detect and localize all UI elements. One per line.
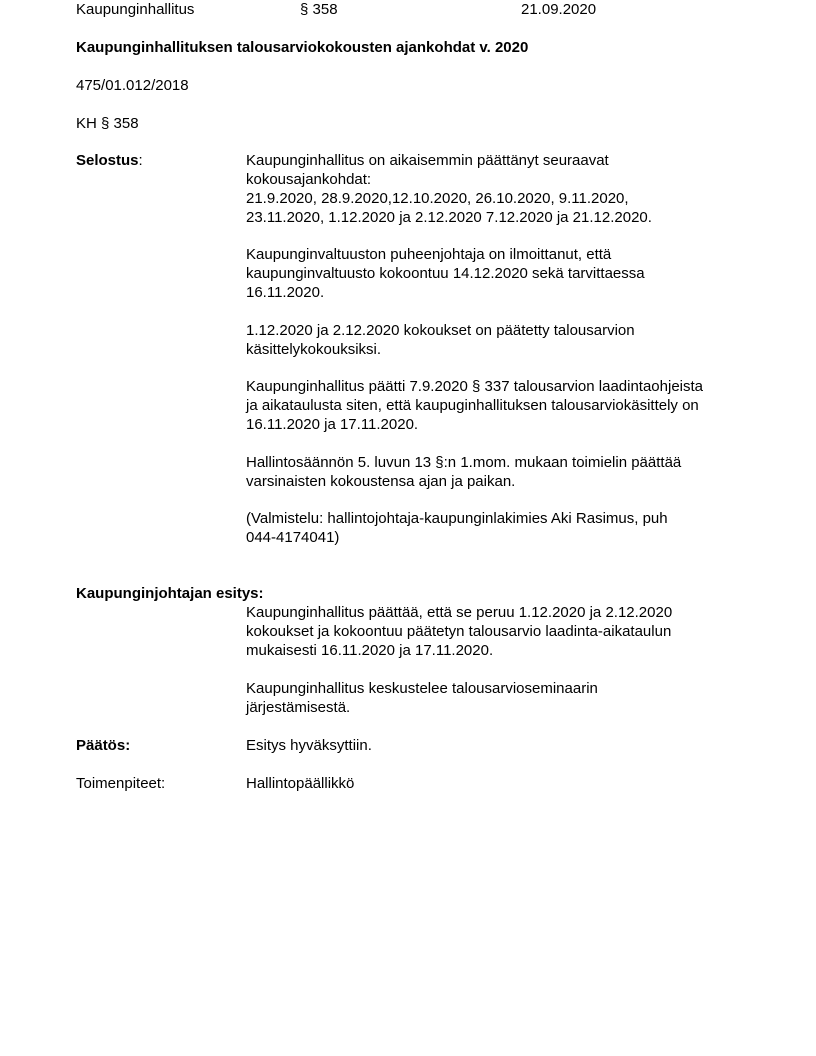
paragraph-line: 16.11.2020 ja 17.11.2020. — [246, 416, 419, 433]
selostus-label — [76, 151, 143, 170]
paragraph-line: 1.12.2020 ja 2.12.2020 kokoukset on päätetty talousarvion — [246, 322, 635, 339]
paragraph-line: kokousajankohdat: — [246, 171, 372, 188]
esitys-paragraph-1 — [246, 603, 766, 660]
paragraph-line: Kaupunginhallitus keskustelee talousarvioseminaarin — [246, 680, 598, 697]
paatos-text: Esitys hyväksyttiin. — [246, 737, 372, 754]
paragraph-line: järjestämisestä. — [246, 699, 351, 716]
header-body: Kaupunginhallitus — [76, 1, 195, 18]
paragraph-line: kaupunginvaltuusto kokoontuu 14.12.2020 sekä tarvittaessa — [246, 265, 645, 282]
toimenpiteet-label: Toimenpiteet: — [76, 775, 166, 792]
selostus-label-colon: : — [138, 152, 143, 169]
esitys-paragraph-2 — [246, 679, 766, 717]
paragraph-line: ja aikataulusta siten, että kaupuginhallituksen talousarviokäsittely on — [246, 397, 699, 414]
selostus-paragraph-4 — [246, 377, 766, 434]
paragraph-line: Kaupunginvaltuuston puheenjohtaja on ilmoittanut, että — [246, 246, 612, 263]
paragraph-line: (Valmistelu: hallintojohtaja-kaupunginlakimies Aki Rasimus, puh — [246, 510, 668, 527]
selostus-paragraph-1 — [246, 151, 766, 227]
paragraph-line: Hallintosäännön 5. luvun 13 §:n 1.mom. mukaan toimielin päättää — [246, 454, 682, 471]
paragraph-line: varsinaisten kokoustensa ajan ja paikan. — [246, 473, 516, 490]
toimenpiteet-text: Hallintopäällikkö — [246, 775, 355, 792]
esitys-label: Kaupunginjohtajan esitys: — [76, 585, 264, 602]
paragraph-line: 16.11.2020. — [246, 284, 325, 301]
paragraph-line: 21.9.2020, 28.9.2020,12.10.2020, 26.10.2020, 9.11.2020, — [246, 190, 629, 207]
header-date: 21.09.2020 — [521, 1, 597, 18]
paragraph-line: Kaupunginhallitus on aikaisemmin päättänyt seuraavat — [246, 152, 609, 169]
paragraph-line: mukaisesti 16.11.2020 ja 17.11.2020. — [246, 642, 494, 659]
document-title: Kaupunginhallituksen talousarviokokousten ajankohdat v. 2020 — [76, 39, 529, 56]
selostus-paragraph-6 — [246, 509, 766, 547]
selostus-paragraph-5 — [246, 453, 766, 491]
selostus-paragraph-3 — [246, 321, 766, 359]
kh-section: KH § 358 — [76, 115, 139, 132]
reference-number: 475/01.012/2018 — [76, 77, 189, 94]
paragraph-line: 044-4174041) — [246, 529, 340, 546]
paragraph-line: kokoukset ja kokoontuu päätetyn talousarvio laadinta-aikataulun — [246, 623, 672, 640]
paatos-label: Päätös: — [76, 737, 131, 754]
selostus-paragraph-2 — [246, 245, 766, 302]
paragraph-line: 23.11.2020, 1.12.2020 ja 2.12.2020 7.12.2020 ja 21.12.2020. — [246, 209, 652, 226]
paragraph-line: Kaupunginhallitus päättää, että se peruu 1.12.2020 ja 2.12.2020 — [246, 604, 673, 621]
selostus-label-text: Selostus — [76, 152, 139, 169]
paragraph-line: Kaupunginhallitus päätti 7.9.2020 § 337 talousarvion laadintaohjeista — [246, 378, 704, 395]
paragraph-line: käsittelykokouksiksi. — [246, 341, 382, 358]
header-section: § 358 — [300, 1, 338, 18]
